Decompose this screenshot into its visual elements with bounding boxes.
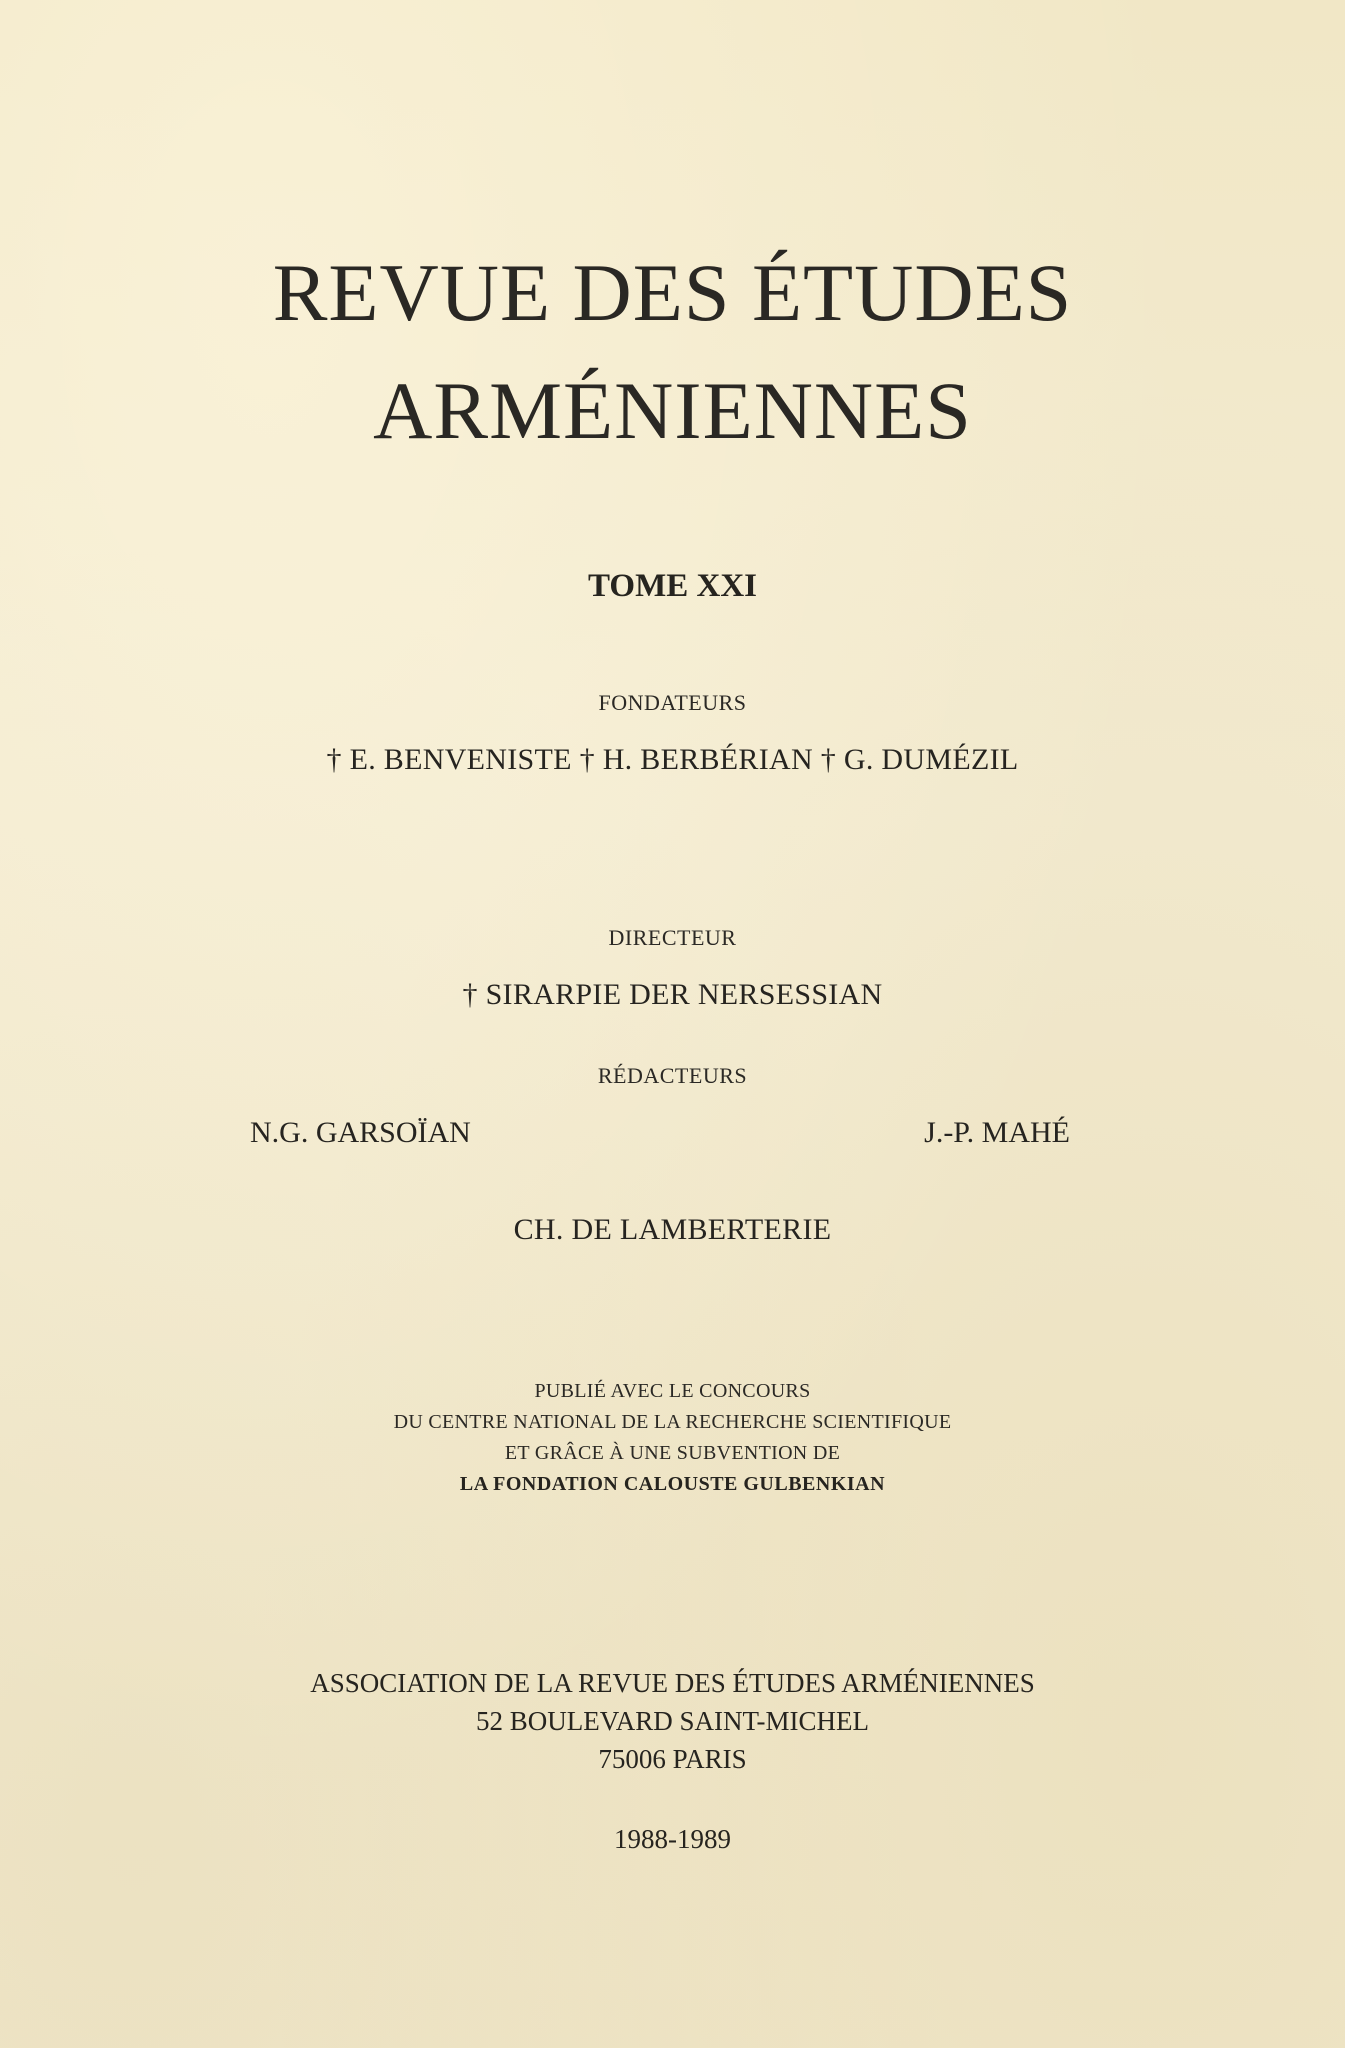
publisher-name: ASSOCIATION DE LA REVUE DES ÉTUDES ARMÉNIENNES — [310, 1668, 1035, 1698]
support-line-2: DU CENTRE NATIONAL DE LA RECHERCHE SCIENTIFIQUE — [393, 1411, 952, 1433]
director-label: DIRECTEUR — [608, 925, 737, 950]
editors-label: RÉDACTEURS — [597, 1063, 748, 1088]
support-line-1: PUBLIÉ AVEC LE CONCOURS — [534, 1380, 811, 1402]
founders-label: FONDATEURS — [598, 690, 747, 715]
support-line-3: ET GRÂCE À UNE SUBVENTION DE — [504, 1442, 841, 1464]
journal-title-line-1: REVUE DES ÉTUDES — [272, 247, 1073, 338]
journal-title-line-2: ARMÉNIENNES — [373, 365, 972, 456]
publisher-city: 75006 PARIS — [598, 1744, 747, 1774]
volume-number: TOME XXI — [588, 568, 757, 604]
publisher-street: 52 BOULEVARD SAINT-MICHEL — [475, 1706, 870, 1736]
editor-left: N.G. GARSOÏAN — [250, 1116, 471, 1149]
director-name: † SIRARPIE DER NERSESSIAN — [462, 978, 883, 1011]
publication-years: 1988-1989 — [614, 1824, 731, 1854]
support-line-4: LA FONDATION CALOUSTE GULBENKIAN — [459, 1473, 886, 1495]
editor-center: CH. DE LAMBERTERIE — [513, 1213, 832, 1246]
founders-names: † E. BENVENISTE † H. BERBÉRIAN † G. DUMÉZIL — [326, 743, 1019, 776]
editor-right: J.-P. MAHÉ — [924, 1116, 1070, 1149]
